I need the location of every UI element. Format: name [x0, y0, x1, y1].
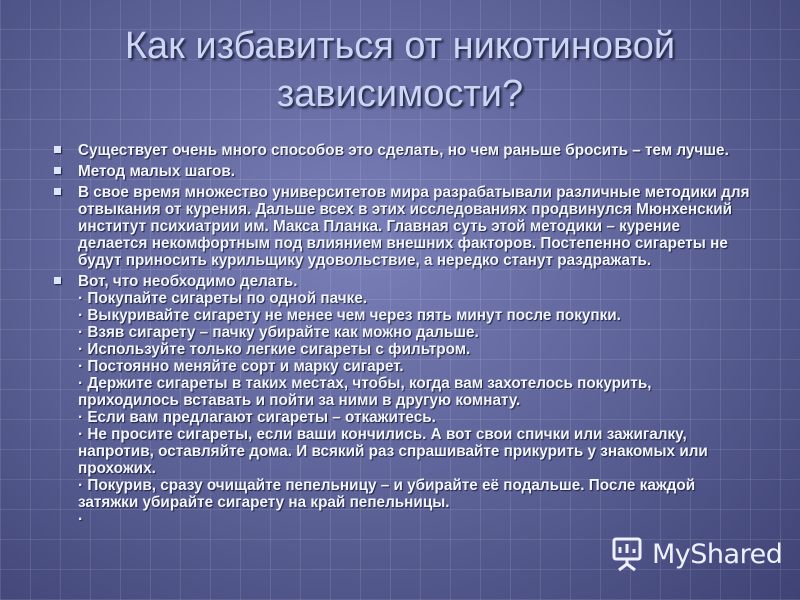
step-item: · Постоянно меняйте сорт и марку сигарет.	[78, 358, 404, 375]
step-item: · Взяв сигарету – пачку убирайте как можно дальше.	[78, 324, 479, 341]
square-bullet-icon	[54, 188, 61, 195]
title-line-1: Как избавиться от никотиновой	[124, 25, 676, 67]
step-item: · Если вам предлагают сигареты – откажитесь.	[78, 409, 436, 426]
step-item: · Держите сигареты в таких местах, чтобы, когда вам захотелось покурить, приходилось вставать и пойти за ними в другую комнату.	[78, 375, 652, 409]
step-item: · Используйте только легкие сигареты с фильтром.	[78, 341, 471, 358]
bullet-text: В свое время множество университетов мира разрабатывали различные методики для отвыкания от курения. Дальше всех в этих исследованиях продвинулся Мюнхенский институт психиатрии им. Макса Планка. Главная суть этой методики – курение делается некомфортным под влиянием внешних факторов. Постепенно сигареты не будут приносить курильщику удовольствие, а нередко станут раздражать.	[78, 184, 750, 269]
presentation-board-icon	[608, 535, 646, 573]
bullet-item	[52, 184, 752, 269]
watermark-text: MyShared	[652, 538, 783, 570]
step-item: · Покурив, сразу очищайте пепельницу – и убирайте её подальше. После каждой затяжки убирайте сигарету на край пепельницы.	[78, 477, 696, 511]
slide-body	[52, 142, 752, 532]
slide-title	[40, 22, 760, 118]
step-item: · Покупайте сигареты по одной пачке.	[78, 290, 368, 307]
myshared-logo[interactable]	[608, 534, 788, 574]
bullet-text: Метод малых шагов.	[78, 163, 236, 180]
bullet-item	[52, 142, 752, 159]
square-bullet-icon	[54, 146, 61, 153]
bullet-item	[52, 163, 752, 180]
bullet-text: Вот, что необходимо делать.	[78, 273, 298, 290]
title-line-2: зависимости?	[276, 73, 524, 115]
step-item: · Выкуривайте сигарету не менее чем через пять минут после покупки.	[78, 307, 621, 324]
step-item: ·	[78, 511, 84, 528]
bullet-item	[52, 273, 752, 528]
square-bullet-icon	[54, 167, 61, 174]
square-bullet-icon	[54, 277, 61, 284]
bullet-text: Существует очень много способов это сделать, но чем раньше бросить – тем лучше.	[78, 142, 729, 159]
step-item: · Не просите сигареты, если ваши кончились. А вот свои спички или зажигалку, напротив, оставляйте дома. И всякий раз спрашивайте прикурить у знакомых или прохожих.	[78, 426, 708, 477]
